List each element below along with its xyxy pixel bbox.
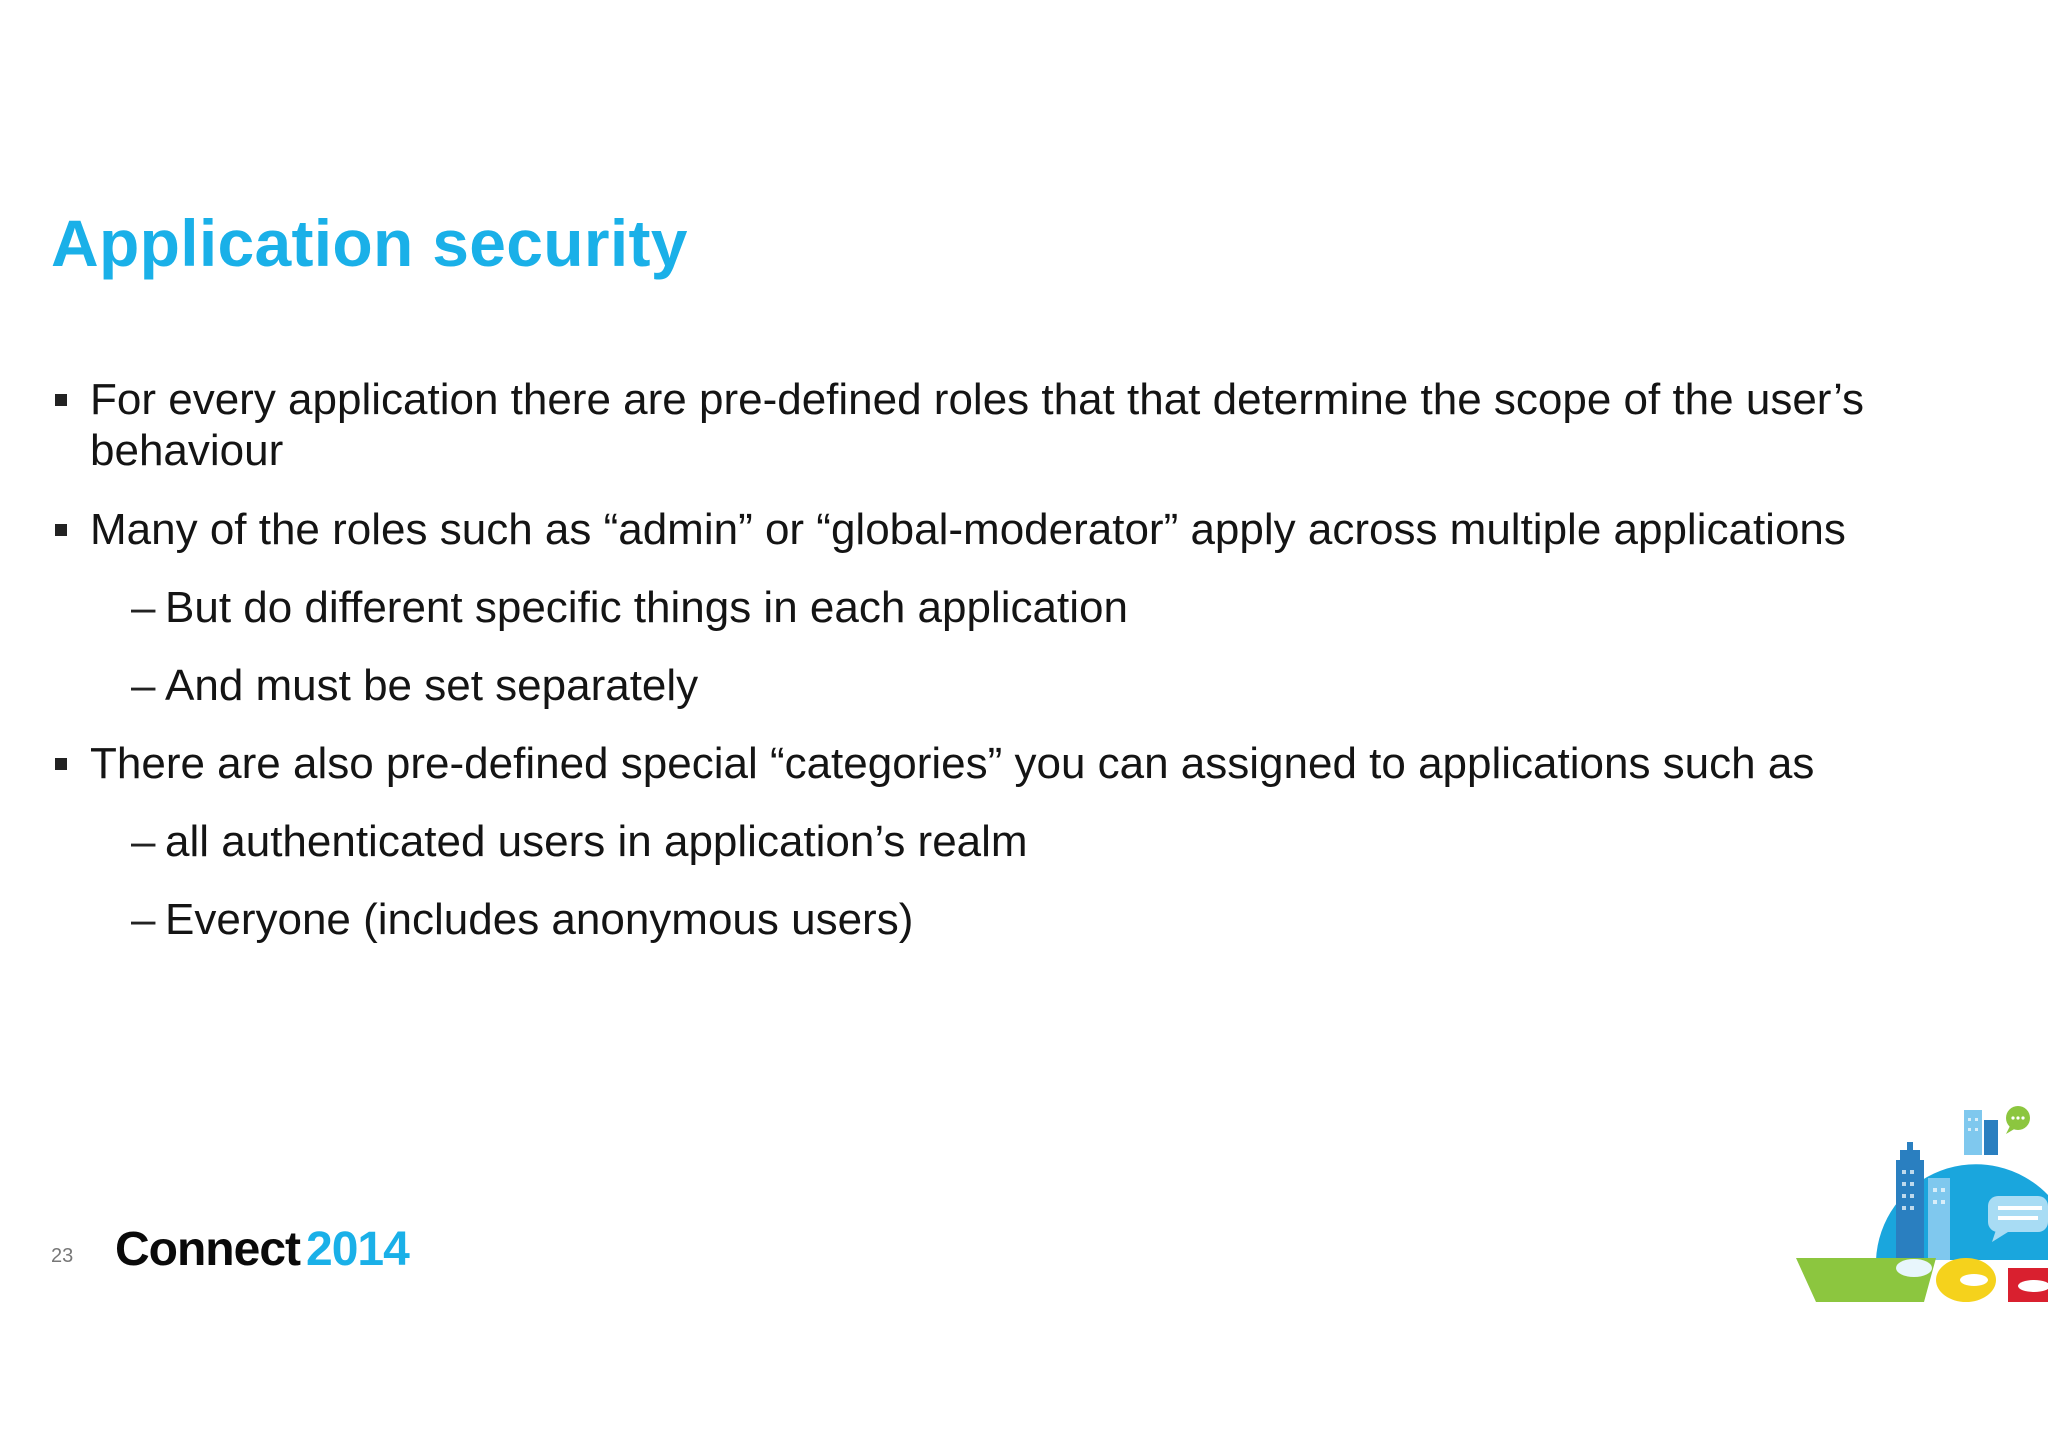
bullet-item <box>51 374 2001 476</box>
sub-bullet-text: But do different specific things in each application <box>165 583 1128 632</box>
dash-bullet-icon: – <box>131 895 156 944</box>
square-bullet-icon <box>55 394 67 406</box>
bullet-item <box>51 738 2001 789</box>
dash-bullet-icon: – <box>131 583 156 632</box>
square-bullet-icon <box>55 758 67 770</box>
page-number: 23 <box>51 1245 74 1267</box>
connect-city-icon <box>1796 1100 2048 1310</box>
bullet-text: There are also pre-defined special “categories” you can assigned to applications such as <box>90 739 1815 788</box>
sub-bullet-item <box>51 894 2001 945</box>
brand-word: Connect <box>115 1223 300 1276</box>
bullet-list <box>51 374 2001 945</box>
bullet-text: For every application there are pre-defined roles that that determine the scope of the user’s behaviour <box>90 375 1865 475</box>
sub-bullet-text: And must be set separately <box>165 661 699 710</box>
square-bullet-icon <box>55 524 67 536</box>
slide-title: Application security <box>51 206 688 280</box>
sub-bullet-text: Everyone (includes anonymous users) <box>165 895 914 944</box>
dash-bullet-icon: – <box>131 661 156 710</box>
bullet-text: Many of the roles such as “admin” or “global-moderator” apply across multiple applications <box>90 505 1846 554</box>
sub-bullet-item <box>51 582 2001 633</box>
sub-bullet-item <box>51 660 2001 711</box>
dash-bullet-icon: – <box>131 817 156 866</box>
sub-bullet-text: all authenticated users in application’s realm <box>165 817 1028 866</box>
brand-year: 2014 <box>306 1223 409 1276</box>
brand-logo-text <box>115 1222 409 1278</box>
sub-bullet-item <box>51 816 2001 867</box>
bullet-item <box>51 504 2001 555</box>
